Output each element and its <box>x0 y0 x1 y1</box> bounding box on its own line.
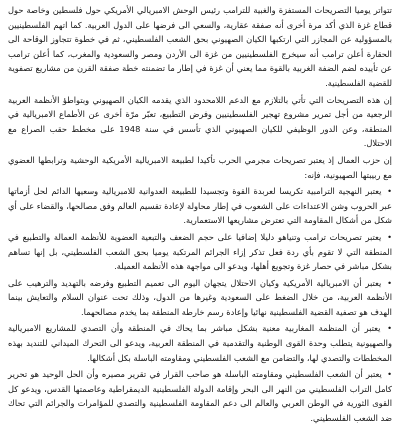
bullet-item-3 <box>8 276 392 320</box>
bullet-icon: • <box>387 186 392 197</box>
context-paragraph: إن هذه التصريحات التي تأتي بالتلازم مع الدعم اللامحدود الذي يقدمه الكيان الصهيوني وبتواطؤ الأنظمة العربية الرجعية من أجل تمرير مشروع تهجير الفلسطينيين وفرض التطبيع، تعبّر مرّة أخرى عن الأطماع الامبريالية في المنطقة، وعن الدور الوظيفي للكيان الصهيوني الذي تأسس في سنة 1948 على مخطط حقب الصراع مع الاحتلال. <box>8 94 392 149</box>
bullet-icon: • <box>387 323 393 334</box>
bullet-item-4 <box>8 321 392 365</box>
bullet-text: يعتبر تصريحات ترامب وتنياهو دليلا إضافيا على حجم الضعف والتبعية العضوية للأنظمة العمالة والتطبيع في المنطقة التي لا تقوم بأي ردة فعل تذكر إزاء الجرائم المرتكبة يوميا بحق الشعب الفلسطيني، بل إنها تساهم بشكل مباشر في حصار غزة وتجويع أهلها، ويدعو الى مواجهة هذه الأنظمة العميلة. <box>8 231 392 272</box>
bullet-icon: • <box>387 231 392 242</box>
bullet-text: يعتبر أن المنظمة المغاربية معنية بشكل مباشر بما يحاك في المنطقة وأن التصدي للمشاريع الامبريالية والصهيونية يتطلب وحدة القوى الوطنية والتقدمية في المنطقة العربية، ويدعو الى التحرك الميداني للتنديد بهذه المخططات والتصدي لها، والتضامن مع الشعب الفلسطيني ومقاومته الباسلة بكل أشكالها. <box>8 323 392 363</box>
bullet-icon: • <box>387 277 392 288</box>
position-heading: إن حزب العمال إذ يعتبر تصريحات مجرمي الحرب تأكيدا لطبيعة الامبريالية الأمريكية الوحشية وترابطها العضوي مع ربيبتها الصهيونية، فإنه: <box>8 154 392 180</box>
intro-paragraph: تتواتر يوميا التصريحات المستفزة والغبية للترامب رئيس الوحش الامبريالي الأمريكي حول فلسطين وخاصة حول قطاع غزة الذي أكد مرة أخرى أنه صفقة عقارية، والسعي الى فرضها على الدول العربية. كما اتهم الفلسطينيين بالمسؤولية عن المجازر التي ارتكبها الكيان الصهيوني بحق الشعب الفلسطيني، ثم في خطوة تتجاوز الوقاحة الى الحقارة أعلن ترامب أنه سيخرج الفلسطينيين من غزة الى الأردن ومصر والسعودية والمغرب، كما أعلن ترامب عن تأييده لضم الضفة الغربية بالقوة مما يعني أن غزة في إطار ما تضمنته خطة صفقة القرن من مشاريع تصفوية للقضية الفلسطينية. <box>8 5 392 88</box>
bullet-text: يعتبر أن الامبريالية الأمريكية وكيان الاحتلال يتجهان اليوم الى تعميم التطبيع وفرضه بالتهديد والترهيب على الأنظمة العربية، من خلال الضغط على السعودية وغيرها من الدول، وذلك تحت عنوان السلام والتعايش بينما الهدف هو تصفية القضية الفلسطينية نهائيا وإعادة رسم خارطة المنطقة بما يخدم مصالحهما. <box>8 277 392 317</box>
bullet-item-1 <box>8 184 392 228</box>
bullet-item-2 <box>8 230 392 274</box>
bullet-text: يعتبر النهجية الترامبية تكريسا لعربدة القوة وتجسيدا للطبيعة العدوانية للامبريالية وسعيها الدائم لحل أزماتها عبر الحروب وشن الاعتداءات على الشعوب في إطار محاولة لإعادة تقسيم العالم وفق مصالحها، والقضاء على أي شكل من أشكال المقاومة التي تعترض مشاريعها الاستعمارية. <box>8 186 392 226</box>
bullet-icon: • <box>387 369 393 380</box>
bullet-item-5 <box>8 367 392 425</box>
bullet-text: يعتبر أن الشعب الفلسطيني ومقاومته الباسلة هو صاحب القرار في تقرير مصيره وأن الحل الوحيد هو تحرير كامل التراب الفلسطيني من النهر الى البحر وإقامة الدولة الفلسطينية الديمقراطية وعاصمتها القدس، ويدعو كل القوى الثورية في الوطن العربي والعالم الى دعم المقاومة الفلسطينية والتصدي للمؤامرات والجرائم التي تحاك ضد الشعب الفلسطيني. <box>8 369 392 424</box>
